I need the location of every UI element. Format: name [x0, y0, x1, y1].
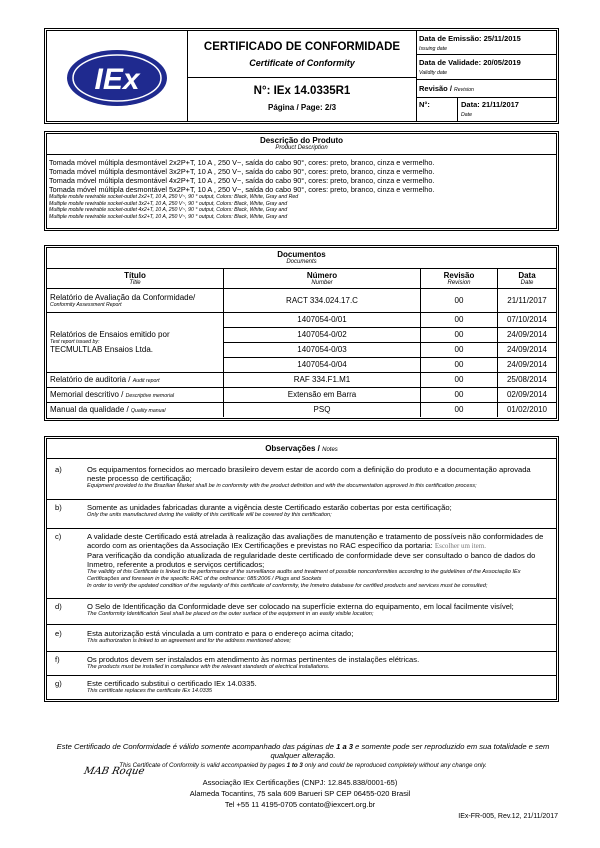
product-line: Tomada móvel múltipla desmontável 5x2P+T, 10 A , 250 V~, saída do cabo 90°, cores: preto, branco, cinza e vermelho. [49, 185, 435, 194]
product-line-en: Multiple mobile rewirable socket-outlet 4x2+T, 10 A, 250 V~, 90 ° output, Colors: Black, White, Gray and [49, 207, 288, 213]
dates-cell [417, 31, 556, 121]
note-a [51, 465, 552, 495]
validity-date: 20/05/2019 [483, 58, 521, 67]
doc-revision: 00 [421, 288, 498, 312]
doc-title: Relatório de Avaliação da Conformidade/ [50, 292, 196, 302]
note-text-en: In order to verify the updated condition of the regularity of this certificate of conformity, the Inmetro database for certified products and services must be consulted; [87, 583, 488, 589]
org-name: Associação IEx Certificações (CNPJ: 12.845.838/0001-65) [202, 778, 398, 787]
doc-title-en: Quality manual [130, 408, 166, 415]
col-number-en: Number [311, 279, 333, 286]
doc-revision: 00 [421, 387, 498, 402]
doc-lab: TECMULTLAB Ensaios Ltda. [50, 345, 154, 354]
validity-statement [48, 742, 558, 760]
note-text-en: This authorization is linked to an agreement and for the address mentioned above; [87, 638, 291, 644]
doc-title-en: Conformity Assessment Report [50, 301, 122, 308]
doc-title: Relatórios de Ensaios emitido por [50, 330, 170, 339]
signature: MAB Roque [82, 766, 146, 777]
title-cell [188, 31, 417, 121]
documents-title: Documentos [277, 250, 326, 260]
col-revision-en: Revision [447, 279, 471, 286]
note-text: Este certificado substitui o certificado IEx 14.0335. [87, 679, 257, 688]
revision-en: Revision [454, 87, 474, 93]
validity-en: Validity date [419, 70, 448, 76]
product-box [44, 131, 559, 231]
issue-en: Issuing date [419, 46, 447, 52]
doc-title: Manual da qualidade / [50, 405, 129, 415]
notes-title-en: Notes [322, 447, 338, 453]
rev-date-label: Data: [461, 100, 480, 109]
documents-header-row [47, 268, 556, 288]
logo-cell [47, 31, 188, 121]
doc-date: 25/08/2014 [498, 372, 557, 387]
documents-table [47, 248, 556, 417]
doc-title-en: Descriptive memorial [125, 393, 175, 399]
col-title: Título [124, 270, 146, 280]
note-label: b) [55, 503, 62, 512]
product-title: Descrição do Produto [259, 136, 344, 145]
note-label: c) [55, 532, 62, 541]
doc-date: 24/09/2014 [498, 357, 557, 372]
doc-number: Extensão em Barra [224, 387, 421, 402]
doc-number: RAF 334.F1.M1 [224, 372, 421, 387]
cert-subtitle: Certificate of Conformity [249, 58, 355, 68]
doc-revision: 00 [421, 342, 498, 357]
doc-revision: 00 [421, 312, 498, 327]
product-line-en: Multiple mobile rewirable socket-outlet 2x2+T, 10 A, 250 V~, 90 ° output, Colors: Black, White, Gray and Red [49, 194, 299, 200]
portaria-placeholder[interactable]: Escolher um item. [434, 542, 486, 550]
product-title-en: Product Description [275, 145, 328, 151]
product-line: Tomada móvel múltipla desmontável 2x2P+T, 10 A , 250 V~, saída do cabo 90°, cores: preto, branco, cinza e vermelho. [49, 158, 435, 167]
doc-number: 1407054-0/01 [224, 312, 421, 327]
rev-n-label: N°: [419, 100, 430, 109]
doc-date: 01/02/2010 [498, 402, 557, 417]
product-lines [47, 155, 556, 220]
note-text: Os produtos devem ser instalados em atendimento às normas pertinentes de instalações elétricas. [87, 655, 420, 664]
table-row [47, 288, 556, 312]
validity-text: Este Certificado de Conformidade é válido somente acompanhado das páginas de [56, 742, 335, 751]
product-line: Tomada móvel múltipla desmontável 3x2P+T, 10 A , 250 V~, saída do cabo 90°, cores: preto, branco, cinza e vermelho. [49, 167, 435, 176]
doc-number: 1407054-0/04 [224, 357, 421, 372]
note-text: Esta autorização está vinculada a um contrato e para o endereço acima citado; [87, 629, 354, 638]
cert-title: CERTIFICADO DE CONFORMIDADE [203, 41, 401, 53]
table-row [47, 312, 556, 327]
col-date: Data [518, 270, 536, 280]
table-row [47, 402, 556, 417]
product-line: Tomada móvel múltipla desmontável 4x2P+T, 10 A , 250 V~, saída do cabo 90°, cores: preto, branco, cinza e vermelho. [49, 176, 435, 185]
note-f [51, 655, 552, 677]
note-text-en: The products must be installed in compliance with the relevant standards of electrical installations. [87, 664, 330, 670]
org-contact: Tel +55 11 4195-0705 contato@iexcert.org.br [224, 800, 376, 809]
doc-number: 1407054-0/03 [224, 342, 421, 357]
doc-number: PSQ [224, 402, 421, 417]
col-date-en: Date [520, 279, 534, 286]
org-address: Alameda Tocantins, 75 sala 609 Barueri SP CEP 06455-020 Brasil [189, 789, 411, 798]
doc-revision: 00 [421, 327, 498, 342]
notes-title: Observações / [265, 444, 320, 453]
doc-revision: 00 [421, 357, 498, 372]
rev-date-en: Date [461, 112, 472, 118]
doc-revision: 00 [421, 372, 498, 387]
doc-date: 24/09/2014 [498, 342, 557, 357]
issue-date: 25/11/2015 [483, 34, 521, 43]
col-number: Número [306, 270, 338, 280]
note-label: g) [55, 679, 62, 688]
doc-date: 07/10/2014 [498, 312, 557, 327]
col-revision: Revisão [443, 270, 475, 280]
note-label: e) [55, 629, 62, 638]
documents-title-en: Documents [286, 259, 317, 266]
doc-revision: 00 [421, 402, 498, 417]
table-row [47, 372, 556, 387]
issue-label: Data de Emissão: [419, 34, 482, 43]
note-b [51, 503, 552, 525]
doc-date: 24/09/2014 [498, 327, 557, 342]
note-label: f) [55, 655, 60, 664]
note-label: d) [55, 602, 62, 611]
table-row [47, 387, 556, 402]
doc-number: 1407054-0/02 [224, 327, 421, 342]
note-text-en: Only the units manufactured during the validity of this certificate will be covered by this certification; [87, 512, 332, 518]
doc-title: Relatório de auditoria / [50, 375, 131, 384]
doc-title-en: Test report issued by: [50, 339, 100, 345]
validity-label: Data de Validade: [419, 58, 482, 67]
col-title-en: Title [129, 279, 141, 286]
note-text: O Selo de Identificação da Conformidade deve ser colocado na superfície externa do equipamento, em local facilmente visível; [87, 602, 514, 611]
note-text-en: Equipment provided to the Brazilian Market shall be in conformity with the product definition and with the documentation approved in this certification process; [87, 483, 477, 489]
product-line-en: Multiple mobile rewirable socket-outlet 5x2+T, 10 A, 250 V~, 90 ° output, Colors: Black, White, Gray and [49, 213, 288, 220]
note-e [51, 629, 552, 651]
note-g [51, 679, 552, 701]
note-label: a) [55, 465, 62, 474]
doc-date: 02/09/2014 [498, 387, 557, 402]
note-text: Os equipamentos fornecidos ao mercado brasileiro devem estar de acordo com a definição do produto e a documentação aprovada neste processo de certificação; [87, 465, 531, 483]
product-line-en: Multiple mobile rewirable socket-outlet 3x2+T, 10 A, 250 V~, 90 ° output, Colors: Black, White, Gray and [49, 200, 288, 207]
validity-text: e somente pode ser reproduzido em sua totalidade e sem qualquer alteração. [270, 742, 550, 760]
doc-date: 21/11/2017 [498, 288, 557, 312]
cert-number: N°: IEx 14.0335R1 [253, 85, 351, 97]
form-code: IEx-FR-005, Rev.12, 21/11/2017 [458, 813, 558, 820]
doc-title-en: Audit report [132, 378, 160, 384]
doc-number: RACT 334.024.17.C [224, 288, 421, 312]
notes-box [44, 436, 559, 702]
rev-date: 21/11/2017 [481, 100, 519, 109]
validity-pages: 1 a 3 [336, 742, 354, 751]
revision-label: Revisão / [419, 84, 452, 93]
note-text-en: The validity of this Certificate is linked to the performance of the surveillance audits and treatment of possible nonconformities according to the guidelines of the Associação IEx Certificações and foreseen in the specific RAC of the ordinance: 085:2006 / Plugs and Sockets [87, 569, 521, 582]
validity-text-en: only and could be reproduced completely without any change only. [304, 762, 487, 769]
note-text-en: This certificate replaces the certificate IEx 14.0335 [87, 688, 212, 694]
note-d [51, 602, 552, 624]
documents-box [44, 245, 559, 421]
note-text: A validade deste Certificado está atrelada à realização das avaliações de manutenção e tratamento de possíveis não conformidades de acordo com as orientações da Associação IEx Certificações e previstas no RAC específico da portaria: [87, 532, 544, 550]
validity-text-en: This Certificate of Conformity is valid accompanied by pages [119, 762, 285, 769]
logo-text: IEx [94, 63, 140, 96]
validity-pages-en: 1 to 3 [286, 762, 303, 769]
page-number: Página / Page: 2/3 [267, 103, 337, 112]
header-box [44, 28, 559, 124]
note-text: Somente as unidades fabricadas durante a vigência deste Certificado estarão cobertas por esta certificação; [87, 503, 452, 512]
note-text-en: The Conformity Identification Seal shall be placed on the outer surface of the equipment in an easily visible location; [87, 611, 374, 617]
note-text: Para verificação da condição atualizada de regularidade deste certificado de conformidade deve ser consultado o banco de dados do Inmetro, referente a produtos e serviços certificados; [87, 551, 536, 569]
doc-title: Memorial descritivo / [50, 390, 124, 399]
note-c [51, 532, 552, 602]
iex-logo [47, 31, 187, 121]
